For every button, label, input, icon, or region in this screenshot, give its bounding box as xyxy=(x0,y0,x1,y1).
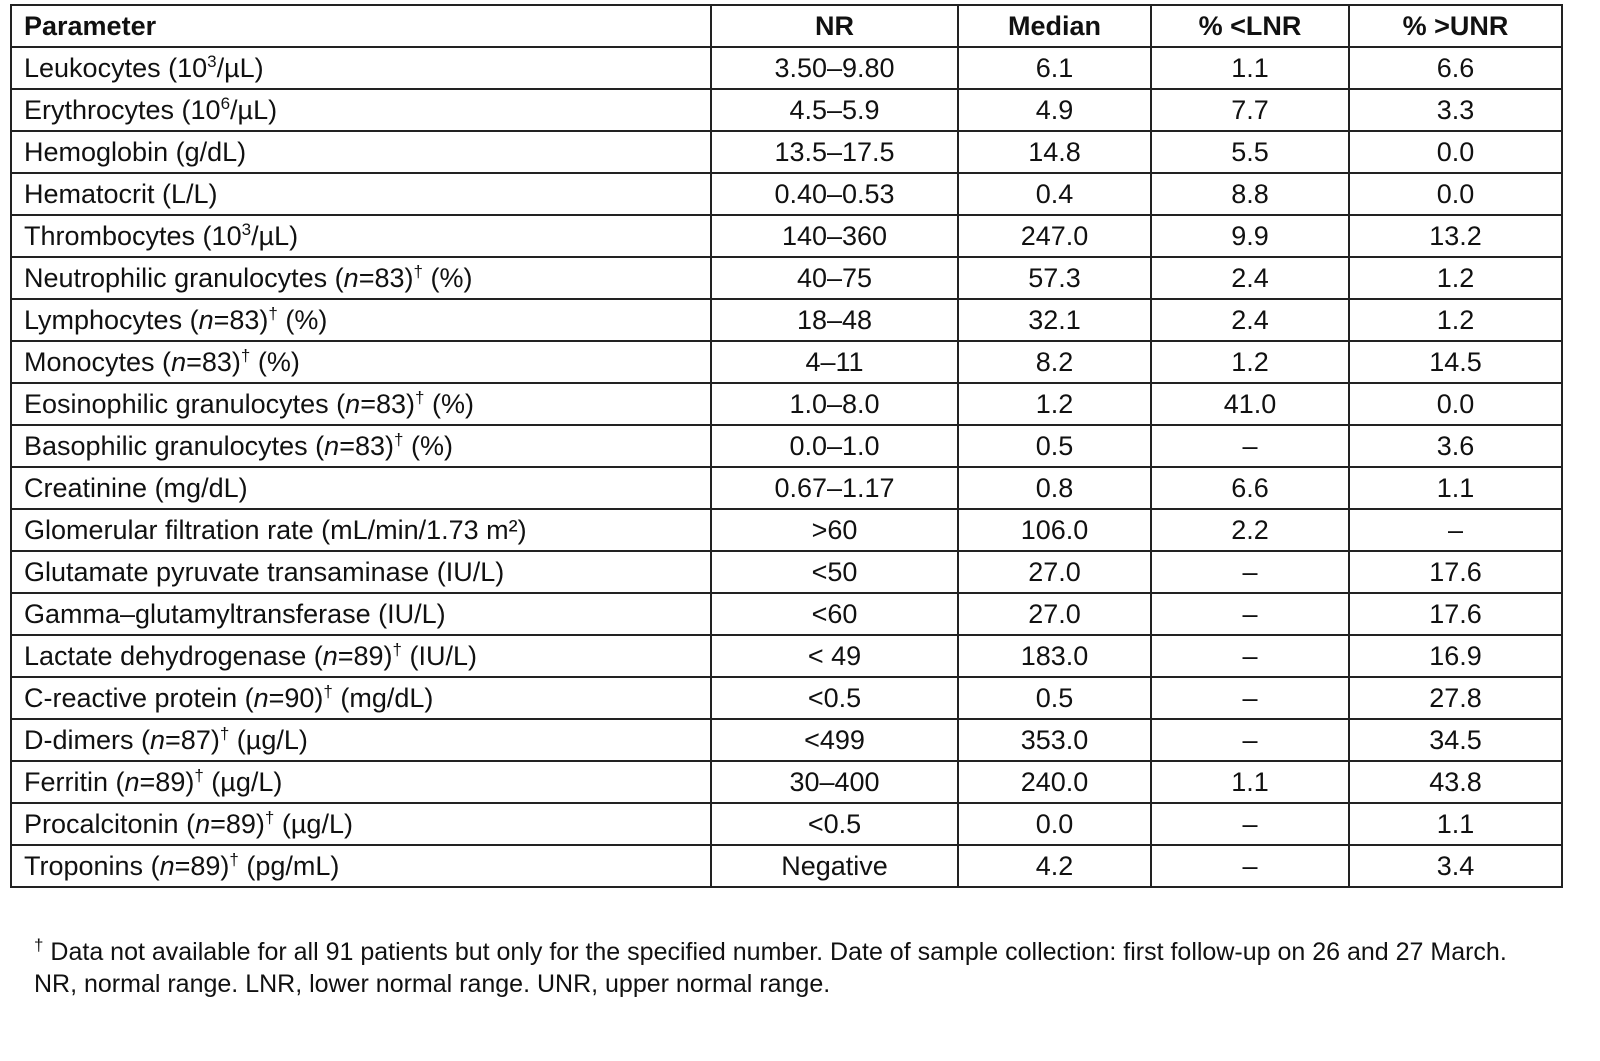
param-name: Lactate dehydrogenase ( xyxy=(24,641,323,671)
cell-pct-above-unr: 0.0 xyxy=(1349,173,1562,215)
param-unit: /µL) xyxy=(251,221,299,251)
table-row xyxy=(11,173,1562,215)
cell-median: 183.0 xyxy=(958,635,1151,677)
param-name: Gamma–glutamyltransferase (IU/L) xyxy=(24,599,446,629)
param-n-value: =89) xyxy=(210,809,265,839)
table-row xyxy=(11,89,1562,131)
cell-pct-below-lnr: – xyxy=(1151,593,1349,635)
param-exponent: 6 xyxy=(220,94,231,113)
param-unit: (%) xyxy=(403,431,453,461)
cell-pct-below-lnr: 5.5 xyxy=(1151,131,1349,173)
cell-median: 353.0 xyxy=(958,719,1151,761)
table-row xyxy=(11,425,1562,467)
cell-parameter xyxy=(11,761,711,803)
table-row xyxy=(11,635,1562,677)
cell-parameter xyxy=(11,131,711,173)
cell-nr: 4.5–5.9 xyxy=(711,89,958,131)
cell-parameter xyxy=(11,383,711,425)
cell-parameter xyxy=(11,425,711,467)
param-n-symbol: n xyxy=(198,305,214,335)
dagger-mark: † xyxy=(34,935,44,955)
header-parameter: Parameter xyxy=(11,5,711,47)
param-unit: (%) xyxy=(424,389,474,419)
cell-parameter xyxy=(11,47,711,89)
param-n-symbol: n xyxy=(322,641,338,671)
table-row xyxy=(11,551,1562,593)
cell-nr: < 49 xyxy=(711,635,958,677)
cell-pct-above-unr: 34.5 xyxy=(1349,719,1562,761)
footnote-dagger-text: Data not available for all 91 patients but only for the specified number. Date of sample collection: first follow-up on 26 and 27 March. xyxy=(43,938,1507,966)
cell-pct-below-lnr: 1.1 xyxy=(1151,761,1349,803)
cell-median: 8.2 xyxy=(958,341,1151,383)
cell-pct-below-lnr: 8.8 xyxy=(1151,173,1349,215)
param-n-symbol: n xyxy=(345,389,361,419)
param-unit: (µg/L) xyxy=(229,725,308,755)
dagger-mark: † xyxy=(392,640,403,659)
cell-parameter xyxy=(11,509,711,551)
cell-median: 14.8 xyxy=(958,131,1151,173)
cell-pct-above-unr: 17.6 xyxy=(1349,593,1562,635)
cell-median: 106.0 xyxy=(958,509,1151,551)
dagger-mark: † xyxy=(229,850,239,869)
cell-nr: >60 xyxy=(711,509,958,551)
cell-nr: <50 xyxy=(711,551,958,593)
param-unit: (µg/L) xyxy=(274,809,353,839)
param-n-symbol: n xyxy=(324,431,340,461)
param-name: Basophilic granulocytes ( xyxy=(24,431,325,461)
param-name: Monocytes ( xyxy=(24,347,172,377)
cell-parameter xyxy=(11,299,711,341)
header-pct-above-unr: % >UNR xyxy=(1349,5,1562,47)
table-row xyxy=(11,677,1562,719)
cell-median: 4.2 xyxy=(958,845,1151,887)
table-row xyxy=(11,845,1562,887)
cell-pct-below-lnr: 1.1 xyxy=(1151,47,1349,89)
dagger-mark: † xyxy=(264,808,275,827)
param-name: Leukocytes (10 xyxy=(24,53,208,83)
cell-pct-above-unr: 43.8 xyxy=(1349,761,1562,803)
table-row xyxy=(11,215,1562,257)
cell-parameter xyxy=(11,467,711,509)
cell-median: 57.3 xyxy=(958,257,1151,299)
cell-median: 6.1 xyxy=(958,47,1151,89)
cell-pct-below-lnr: 41.0 xyxy=(1151,383,1349,425)
cell-median: 32.1 xyxy=(958,299,1151,341)
param-name: Hemoglobin (g/dL) xyxy=(24,137,247,167)
cell-nr: 3.50–9.80 xyxy=(711,47,958,89)
param-n-symbol: n xyxy=(253,683,269,713)
dagger-mark: † xyxy=(194,766,204,785)
cell-parameter xyxy=(11,89,711,131)
param-n-value: =89) xyxy=(337,641,393,671)
param-n-symbol: n xyxy=(159,851,175,881)
cell-median: 1.2 xyxy=(958,383,1151,425)
table-row xyxy=(11,383,1562,425)
dagger-mark: † xyxy=(219,724,230,743)
cell-median: 0.4 xyxy=(958,173,1151,215)
cell-pct-above-unr: 16.9 xyxy=(1349,635,1562,677)
cell-nr: 30–400 xyxy=(711,761,958,803)
cell-parameter xyxy=(11,845,711,887)
cell-pct-above-unr: – xyxy=(1349,509,1562,551)
cell-pct-above-unr: 3.6 xyxy=(1349,425,1562,467)
cell-pct-below-lnr: – xyxy=(1151,677,1349,719)
param-name: Glomerular filtration rate (mL/min/1.73 m²) xyxy=(24,515,527,545)
param-n-value: =90) xyxy=(268,683,324,713)
cell-nr: 0.67–1.17 xyxy=(711,467,958,509)
cell-pct-below-lnr: 2.4 xyxy=(1151,257,1349,299)
cell-median: 4.9 xyxy=(958,89,1151,131)
table-header-row xyxy=(11,5,1562,47)
table-row xyxy=(11,467,1562,509)
cell-pct-below-lnr: – xyxy=(1151,551,1349,593)
cell-pct-above-unr: 1.1 xyxy=(1349,803,1562,845)
cell-pct-above-unr: 1.2 xyxy=(1349,299,1562,341)
cell-parameter xyxy=(11,257,711,299)
cell-nr: <0.5 xyxy=(711,803,958,845)
cell-pct-above-unr: 13.2 xyxy=(1349,215,1562,257)
footnote-dagger xyxy=(34,936,1554,968)
cell-parameter xyxy=(11,635,711,677)
cell-pct-above-unr: 27.8 xyxy=(1349,677,1562,719)
cell-median: 0.0 xyxy=(958,803,1151,845)
table-row xyxy=(11,593,1562,635)
cell-parameter xyxy=(11,215,711,257)
param-exponent: 3 xyxy=(241,220,252,239)
param-n-symbol: n xyxy=(343,263,359,293)
param-unit: (pg/mL) xyxy=(238,851,340,881)
cell-pct-above-unr: 1.1 xyxy=(1349,467,1562,509)
param-unit: (%) xyxy=(250,347,300,377)
cell-median: 0.5 xyxy=(958,677,1151,719)
cell-pct-below-lnr: – xyxy=(1151,803,1349,845)
cell-pct-below-lnr: 7.7 xyxy=(1151,89,1349,131)
param-name: Lymphocytes ( xyxy=(24,305,199,335)
cell-median: 240.0 xyxy=(958,761,1151,803)
param-name: Glutamate pyruvate transaminase (IU/L) xyxy=(24,557,505,587)
cell-pct-below-lnr: 9.9 xyxy=(1151,215,1349,257)
table-row xyxy=(11,299,1562,341)
cell-parameter xyxy=(11,551,711,593)
cell-pct-below-lnr: – xyxy=(1151,635,1349,677)
cell-parameter xyxy=(11,803,711,845)
table-row xyxy=(11,761,1562,803)
param-n-value: =87) xyxy=(165,725,220,755)
param-n-value: =83) xyxy=(339,431,394,461)
cell-pct-below-lnr: – xyxy=(1151,719,1349,761)
cell-nr: 0.0–1.0 xyxy=(711,425,958,467)
cell-nr: 140–360 xyxy=(711,215,958,257)
table-row xyxy=(11,131,1562,173)
cell-median: 247.0 xyxy=(958,215,1151,257)
param-n-value: =89) xyxy=(174,851,230,881)
param-n-symbol: n xyxy=(124,767,140,797)
header-pct-below-lnr: % <LNR xyxy=(1151,5,1349,47)
cell-median: 0.5 xyxy=(958,425,1151,467)
table-row xyxy=(11,341,1562,383)
cell-median: 27.0 xyxy=(958,551,1151,593)
param-n-value: =83) xyxy=(213,305,269,335)
param-exponent: 3 xyxy=(207,52,217,71)
table-row xyxy=(11,257,1562,299)
footnote-abbreviations: NR, normal range. LNR, lower normal range. UNR, upper normal range. xyxy=(34,970,831,998)
param-n-value: =83) xyxy=(186,347,241,377)
param-unit: (IU/L) xyxy=(402,641,478,671)
cell-pct-above-unr: 3.4 xyxy=(1349,845,1562,887)
dagger-mark: † xyxy=(240,346,251,365)
table-row xyxy=(11,509,1562,551)
param-unit: (mg/dL) xyxy=(332,683,434,713)
dagger-mark: † xyxy=(415,388,425,407)
param-n-value: =89) xyxy=(139,767,195,797)
cell-pct-below-lnr: 2.4 xyxy=(1151,299,1349,341)
cell-parameter xyxy=(11,341,711,383)
cell-nr: 13.5–17.5 xyxy=(711,131,958,173)
header-nr: NR xyxy=(711,5,958,47)
dagger-mark: † xyxy=(323,682,333,701)
cell-pct-below-lnr: 2.2 xyxy=(1151,509,1349,551)
cell-pct-below-lnr: – xyxy=(1151,845,1349,887)
param-n-symbol: n xyxy=(195,809,211,839)
param-n-symbol: n xyxy=(150,725,166,755)
table-row xyxy=(11,47,1562,89)
param-name: D-dimers ( xyxy=(24,725,150,755)
cell-nr: 0.40–0.53 xyxy=(711,173,958,215)
param-name: Ferritin ( xyxy=(24,767,125,797)
cell-pct-above-unr: 6.6 xyxy=(1349,47,1562,89)
param-unit: (%) xyxy=(422,263,473,293)
table-row xyxy=(11,719,1562,761)
cell-pct-below-lnr: 1.2 xyxy=(1151,341,1349,383)
param-n-value: =83) xyxy=(360,389,415,419)
cell-median: 0.8 xyxy=(958,467,1151,509)
cell-pct-below-lnr: 6.6 xyxy=(1151,467,1349,509)
cell-nr: 18–48 xyxy=(711,299,958,341)
dagger-mark: † xyxy=(393,430,404,449)
param-name: Thrombocytes (10 xyxy=(24,221,242,251)
cell-parameter xyxy=(11,719,711,761)
header-median: Median xyxy=(958,5,1151,47)
cell-pct-below-lnr: – xyxy=(1151,425,1349,467)
param-name: Creatinine (mg/dL) xyxy=(24,473,248,503)
cell-nr: Negative xyxy=(711,845,958,887)
table-row xyxy=(11,803,1562,845)
cell-pct-above-unr: 1.2 xyxy=(1349,257,1562,299)
param-unit: /µL) xyxy=(230,95,278,125)
lab-parameters-table xyxy=(10,4,1563,888)
cell-parameter xyxy=(11,173,711,215)
param-name: Neutrophilic granulocytes ( xyxy=(24,263,344,293)
cell-parameter xyxy=(11,677,711,719)
cell-pct-above-unr: 17.6 xyxy=(1349,551,1562,593)
cell-pct-above-unr: 0.0 xyxy=(1349,131,1562,173)
table-body xyxy=(11,47,1562,887)
param-n-value: =83) xyxy=(358,263,414,293)
cell-nr: <60 xyxy=(711,593,958,635)
cell-nr: 40–75 xyxy=(711,257,958,299)
param-name: Troponins ( xyxy=(24,851,160,881)
cell-nr: 1.0–8.0 xyxy=(711,383,958,425)
cell-pct-above-unr: 14.5 xyxy=(1349,341,1562,383)
dagger-mark: † xyxy=(413,262,423,281)
param-unit: /µL) xyxy=(216,53,264,83)
cell-parameter xyxy=(11,593,711,635)
param-n-symbol: n xyxy=(171,347,187,377)
param-name: Hematocrit (L/L) xyxy=(24,179,218,209)
param-name: Eosinophilic granulocytes ( xyxy=(24,389,346,419)
cell-nr: 4–11 xyxy=(711,341,958,383)
cell-pct-above-unr: 0.0 xyxy=(1349,383,1562,425)
param-name: Procalcitonin ( xyxy=(24,809,196,839)
param-unit: (µg/L) xyxy=(203,767,283,797)
cell-median: 27.0 xyxy=(958,593,1151,635)
cell-nr: <0.5 xyxy=(711,677,958,719)
dagger-mark: † xyxy=(268,304,278,323)
param-name: C-reactive protein ( xyxy=(24,683,254,713)
cell-nr: <499 xyxy=(711,719,958,761)
param-unit: (%) xyxy=(277,305,328,335)
table-footnotes xyxy=(34,936,1554,1000)
param-name: Erythrocytes (10 xyxy=(24,95,221,125)
cell-pct-above-unr: 3.3 xyxy=(1349,89,1562,131)
